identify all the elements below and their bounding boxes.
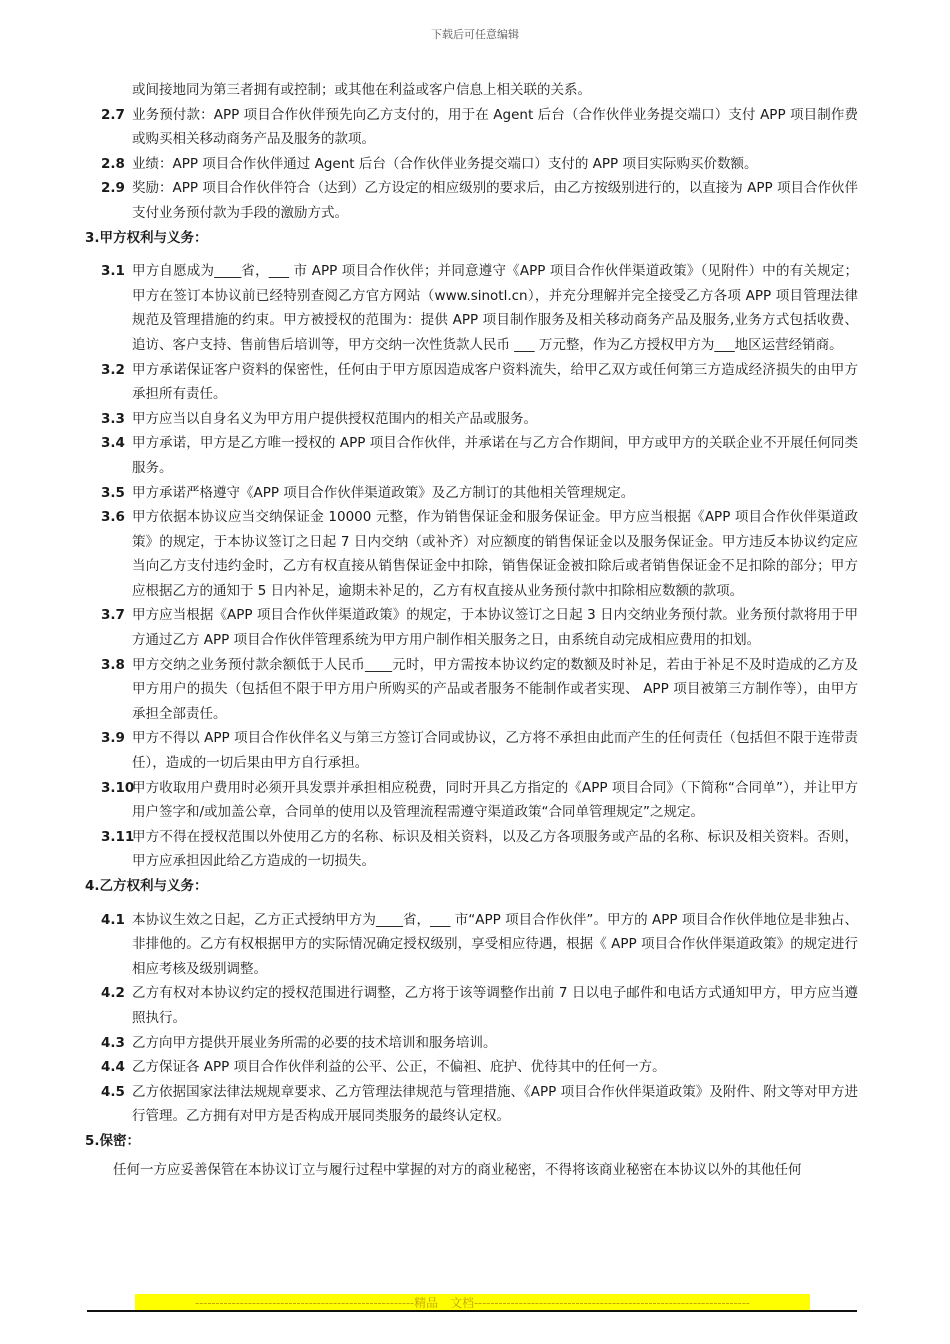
clause-text: 甲方不得以 APP 项目合作伙伴名义与第三方签订合同或协议，乙方将不承担由此而产生的任何责任（包括但不限于连带责任），造成的一切后果由甲方自行承担。: [132, 730, 858, 772]
clause-number: 3.5: [101, 484, 125, 501]
document-body: [0, 78, 950, 1182]
clause-item: [101, 726, 858, 775]
clause-text: 甲方承诺保证客户资料的保密性，任何由于甲方原因造成客户资料流失，给甲乙双方或任何第三方造成经济损失的由甲方承担所有责任。: [132, 361, 858, 403]
section-4-title: 4.乙方权利与义务：: [85, 878, 208, 894]
clause-item: [101, 1080, 858, 1129]
clause-text: 奖励：APP 项目合作伙伴符合（达到）乙方设定的相应级别的要求后，由乙方按级别进行的，以直接为 APP 项目合作伙伴支付业务预付款为手段的激励方式。: [132, 180, 858, 221]
clause-text: 甲方收取用户费用时必须开具发票并承担相应税费，同时开具乙方指定的《APP 项目合同》（下简称“合同单”），并让甲方用户签字和/或加盖公章，合同单的使用以及管理流程需遵守渠道政策“合同单管理规定”之规定。: [132, 779, 858, 821]
clause-item: [101, 505, 858, 603]
section-5-text: 任何一方应妥善保管在本协议订立与履行过程中掌握的对方的商业秘密，不得将该商业秘密在本协议以外的其他任何: [113, 1161, 802, 1178]
footer-divider: [87, 1310, 857, 1312]
clause-number: 4.1: [101, 911, 125, 928]
clause-item: [101, 176, 858, 225]
clause-number: 3.7: [101, 607, 125, 624]
clause-item: [101, 152, 858, 177]
clause-number: 3.2: [101, 361, 125, 378]
clause-number: 3.3: [101, 410, 125, 427]
clause-item: [101, 1031, 858, 1056]
clause-number: 3.6: [101, 509, 125, 526]
clause-item: [101, 908, 858, 982]
clause-text: 甲方应当根据《APP 项目合作伙伴渠道政策》的规定，于本协议签订之日起 3 日内交纳业务预付款。业务预付款将用于甲方通过乙方 APP 项目合作伙伴管理系统为甲方用户制作相关服务之日，由系统自动完成相应费用的扣划。: [132, 607, 858, 649]
clause-text: 甲方承诺，甲方是乙方唯一授权的 APP 项目合作伙伴，并承诺在与乙方合作期间，甲方或甲方的关联企业不开展任何同类服务。: [132, 435, 858, 476]
clause-text: 乙方有权对本协议约定的授权范围进行调整，乙方将于该等调整作出前 7 日以电子邮件和电话方式通知甲方，甲方应当遵照执行。: [132, 985, 858, 1026]
clause-number: 3.4: [101, 435, 125, 452]
clause-number: 3.10: [101, 779, 135, 796]
clause-item: [101, 103, 858, 152]
clause-text: 甲方自愿成为____省，___ 市 APP 项目合作伙伴；并同意遵守《APP 项目合作伙伴渠道政策》（见附件）中的有关规定；甲方在签订本协议前已经特别查阅乙方官方网站（www.sinotl.cn），并充分理解并完全接受乙方各项 APP 项目管理法律规范及管理措施的约束。甲方被授权的范围为：提供 APP 项目制作服务及相关移动商务产品及服务,业务方式包括收费、追访、客户支持、售前售后培训等，甲方交纳一次性货款人民币 ___ 万元整，作为乙方授权甲方为___地区运营经销商。: [132, 263, 858, 353]
clause-number: 4.3: [101, 1034, 125, 1051]
clause-item: [101, 825, 858, 874]
clause-number: 2.7: [101, 106, 125, 123]
clause-text: 业绩：APP 项目合作伙伴通过 Agent 后台（合作伙伴业务提交端口）支付的 APP 项目实际购买价数额。: [132, 155, 758, 172]
clause-text: 甲方承诺严格遵守《APP 项目合作伙伴渠道政策》及乙方制订的其他相关管理规定。: [132, 484, 635, 501]
clause-item: [101, 407, 858, 432]
continuation-text: 或间接地同为第三者拥有或控制；或其他在利益或客户信息上相关联的关系。: [132, 82, 591, 98]
clause-text: 本协议生效之日起，乙方正式授纳甲方为____省，___ 市“APP 项目合作伙伴”。甲方的 APP 项目合作伙伴地位是非独占、非排他的。乙方有权根据甲方的实际情况确定授权级别，享受相应待遇，根据《 APP 项目合作伙伴渠道政策》的规定进行相应考核及级别调整。: [132, 911, 858, 977]
clause-item: [101, 603, 858, 652]
clause-text: 乙方依据国家法律法规规章要求、乙方管理法律规范与管理措施、《APP 项目合作伙伴渠道政策》及附件、附文等对甲方进行管理。乙方拥有对甲方是否构成开展同类服务的最终认定权。: [132, 1083, 858, 1125]
clause-number: 2.9: [101, 180, 125, 197]
clause-number: 3.1: [101, 263, 125, 280]
clause-text: 业务预付款：APP 项目合作伙伴预先向乙方支付的，用于在 Agent 后台（合作伙伴业务提交端口）支付 APP 项目制作费或购买相关移动商务产品及服务的款项。: [132, 106, 858, 148]
clause-text: 甲方依据本协议应当交纳保证金 10000 元整，作为销售保证金和服务保证金。甲方应当根据《APP 项目合作伙伴渠道政策》的规定，于本协议签订之日起 7 日内交纳（或补齐）对应额度的销售保证金以及服务保证金。甲方违反本协议约定应当向乙方支付违约金时，乙方有权直接从销售保证金中扣除，销售保证金被扣除后或者销售保证金不足扣除的部分；甲方应根据乙方的通知于 5 日内补足，逾期未补足的，乙方有权直接从业务预付款中扣除相应数额的款项。: [132, 509, 858, 599]
clause-text: 甲方不得在授权范围以外使用乙方的名称、标识及相关资料，以及乙方各项服务或产品的名称、标识及相关资料。否则，甲方应承担因此给乙方造成的一切损失。: [132, 828, 858, 870]
clause-number: 3.8: [101, 656, 125, 673]
clause-item: [101, 259, 858, 357]
page-header: 下载后可任意编辑: [431, 28, 519, 41]
clause-item: [101, 981, 858, 1030]
clause-number: 3.11: [101, 828, 135, 845]
clause-item: [101, 358, 858, 407]
footer-watermark: ------------------------------------------------------精品 文档--------------------------------------------------------------------: [135, 1294, 810, 1312]
section-3-clauses: [0, 259, 950, 874]
clause-text: 乙方向甲方提供开展业务所需的必要的技术培训和服务培训。: [132, 1034, 497, 1051]
clause-number: 2.8: [101, 155, 125, 172]
clause-text: 甲方应当以自身名义为甲方用户提供授权范围内的相关产品或服务。: [132, 410, 537, 427]
section-4-clauses: [0, 908, 950, 1129]
clause-item: [101, 481, 858, 506]
clause-number: 4.2: [101, 985, 125, 1002]
section-5-title: 5.保密：: [85, 1132, 141, 1149]
clause-item: [101, 431, 858, 480]
section-2-clauses: [0, 103, 950, 226]
section-3-title: 3.甲方权利与义务：: [85, 229, 208, 246]
clause-item: [101, 653, 858, 727]
clause-text: 甲方交纳之业务预付款余额低于人民币____元时，甲方需按本协议约定的数额及时补足，若由于补足不及时造成的乙方及甲方用户的损失（包括但不限于甲方用户所购买的产品或者服务不能制作或者实现、 APP 项目被第三方制作等），由甲方承担全部责任。: [132, 656, 858, 722]
clause-number: 3.9: [101, 730, 125, 747]
clause-item: [101, 776, 858, 825]
clause-text: 乙方保证各 APP 项目合作伙伴利益的公平、公正，不偏袒、庇护、优待其中的任何一方。: [132, 1059, 666, 1076]
clause-item: [101, 1055, 858, 1080]
clause-number: 4.5: [101, 1083, 125, 1100]
clause-number: 4.4: [101, 1059, 125, 1076]
